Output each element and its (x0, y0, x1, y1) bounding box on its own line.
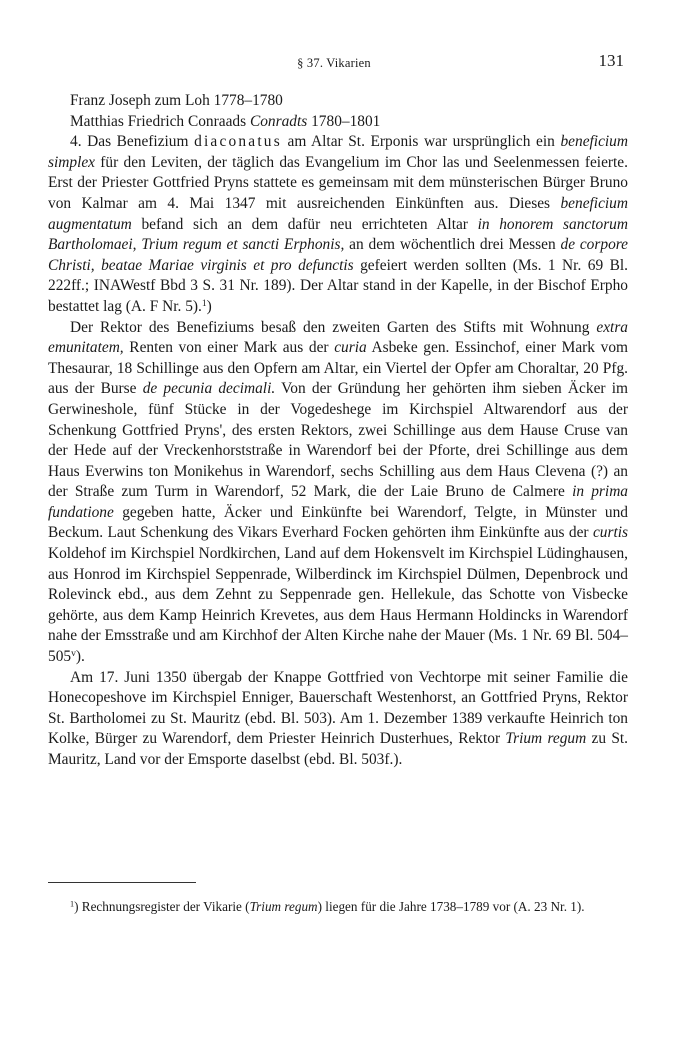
paragraph: 4. Das Benefizium diaconatus am Altar St. Erponis war ursprünglich ein beneficium simplex für den Leviten, der täglich das Evangelium im Chor las und Seelenmessen feierte. Erst der Priester Gottfried Pryns stattete es gemeinsam mit dem münsterischen Bürger Bruno von Kalmar am 4. Mai 1347 mit ausreichenden Einkünften aus. Dieses beneficium augmentatum befand sich an dem dafür neu errichteten Altar in honorem sanctorum Bartholomaei, Trium regum et sancti Erphonis, an dem wöchentlich drei Messen de corpore Christi, beatae Mariae virginis et pro defunctis gefeiert werden sollten (Ms. 1 Nr. 69 Bl. 222ff.; INAWestf Bbd 3 S. 31 Nr. 189). Der Altar stand in der Kapelle, in der Bischof Erpho bestattet lag (A. F Nr. 5).$^1$) (48, 133, 629, 315)
list-item: Franz Joseph zum Loh 1778–1780 (70, 92, 283, 109)
page-number: 131 (598, 51, 624, 70)
footnote: $^1$) Rechnungsregister der Vikarie (Trium regum) liegen für die Jahre 1738–1789 vor (A. 23 Nr. 1). (70, 899, 585, 914)
list-item: Matthias Friedrich Conraads Conradts 1780–1801 (70, 112, 381, 130)
footnote-reference: 1 (201, 297, 207, 309)
footnote-divider (48, 882, 196, 883)
paragraph: Der Rektor des Benefiziums besaß den zweiten Garten des Stifts mit Wohnung extra emunitatem, Renten von einer Mark aus der curia Asbeke gen. Essinchof, einer Mark vom Thesaurar, 18 Schillinge aus den Opfern am Altar, ein Viertel der Opfer am Choraltar, 20 Pfg. aus der Burse de pecunia decimali. Von der Gründung her gehörten ihm sieben Äcker im Gerwineshole, fünf Stücke in der Vogedeshege im Kirchspiel Altwarendorf aus der Schenkung Gottfried Pryns', des ersten Rektors, zwei Schillinge aus dem Hause Cruse van der Hede auf der Vreckenhorststraße in Warendorf bei der Pforte, drei Schillinge aus dem Haus Everwins ton Monikehus in Warendorf, sechs Schilling aus dem Haus Clevena (?) an der Straße zum Turm in Warendorf, 52 Mark, die der Laie Bruno de Calmere in prima fundatione gegeben hatte, Äcker und Einkünfte bei Warendorf, Telgte, in Münster und Beckum. Laut Schenkung des Vikars Everhard Focken gehörten ihm Einkünfte aus der curtis Koldehof im Kirchspiel Nordkirchen, Land auf dem Hokensvelt im Kirchspiel Lüdinghausen, aus Honrod im Kirchspiel Seppenrade, Wilberdinck im Kirchspiel Dülmen, Depenbrock und Rolevinck ebd., aus dem Zehnt zu Seppenrade gen. Hellekule, das Schotte von Visbecke gehörte, aus dem Kamp Heinrich Krevetes, aus dem Haus Hermann Holdincks in Warendorf nahe der Emsstraße und am Kirchhof der Alten Kirche nahe der Mauer (Ms. 1 Nr. 69 Bl. 504–505$^v$). (48, 318, 629, 666)
running-title: § 37. Vikarien (297, 56, 371, 70)
paragraph: Am 17. Juni 1350 übergab der Knappe Gottfried von Vechtorpe mit seiner Familie die Honecopeshove im Kirchspiel Enniger, Bauerschaft Westenhorst, an Gottfried Pryns, Rektor St. Bartholomei zu St. Mauritz (ebd. Bl. 503). Am 1. Dezember 1389 verkaufte Heinrich ton Kolke, Bürger zu Warendorf, dem Priester Heinrich Dusterhues, Rektor Trium regum zu St. Mauritz, Land vor der Emsporte daselbst (ebd. Bl. 503f.). (48, 668, 629, 768)
page-header (60, 48, 624, 78)
main-text (48, 91, 628, 771)
footnotes (48, 897, 628, 916)
